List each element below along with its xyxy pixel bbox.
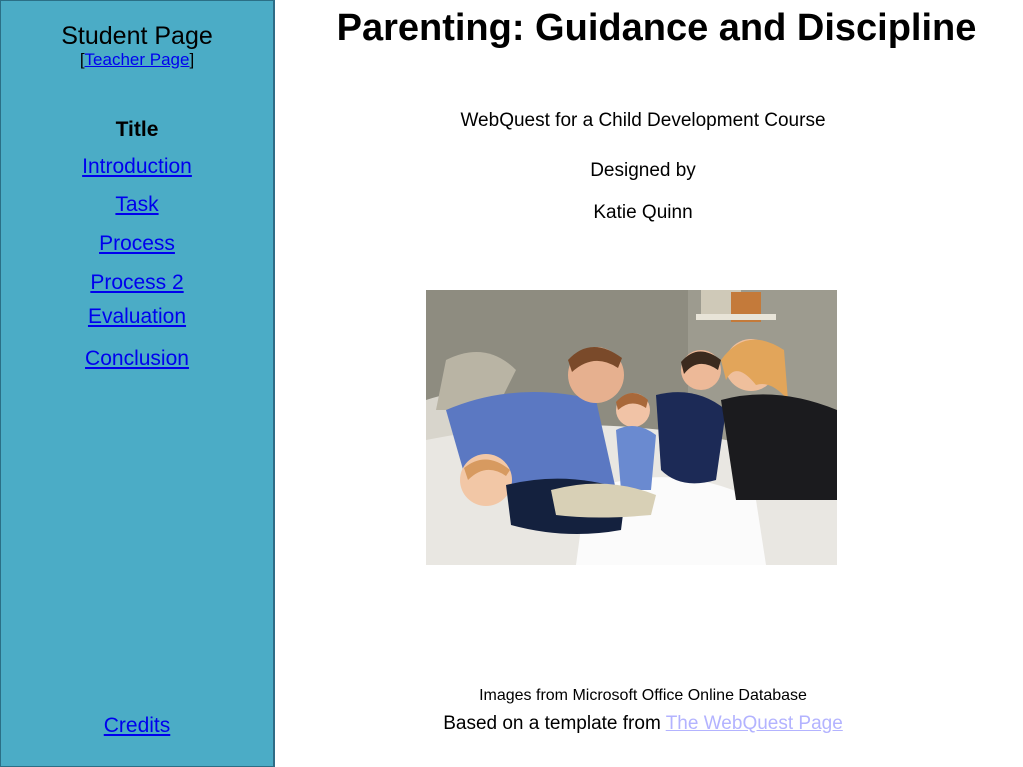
page-title: Parenting: Guidance and Discipline: [336, 7, 977, 49]
sidebar-item-process[interactable]: Process: [99, 232, 175, 255]
sidebar-item-conclusion[interactable]: Conclusion: [85, 347, 189, 370]
teacher-page-line: [1, 50, 273, 70]
sidebar-item-introduction[interactable]: Introduction: [82, 155, 192, 178]
sidebar-nav: [0, 0, 275, 767]
sidebar-item-credits[interactable]: Credits: [103, 714, 171, 737]
webquest-page-link[interactable]: The WebQuest Page: [665, 713, 843, 734]
sidebar-item-task[interactable]: Task: [115, 193, 159, 216]
sidebar-item-title: Title: [115, 118, 159, 141]
bracket-open: [: [79, 50, 85, 69]
template-credit: [290, 713, 996, 735]
sidebar-title: Student Page: [61, 22, 213, 50]
images-credit: Images from Microsoft Office Online Database: [479, 687, 807, 704]
family-photo: [426, 290, 837, 565]
page-subtitle: WebQuest for a Child Development Course: [460, 110, 826, 131]
designed-by-label: Designed by: [590, 160, 696, 181]
author-name: Katie Quinn: [593, 202, 693, 223]
sidebar-item-evaluation[interactable]: Evaluation: [87, 305, 187, 328]
template-prefix: Based on a template from: [443, 713, 666, 734]
bracket-close: ]: [189, 50, 195, 69]
sidebar-item-process-2[interactable]: Process 2: [90, 271, 184, 294]
teacher-page-link[interactable]: Teacher Page: [84, 50, 190, 69]
